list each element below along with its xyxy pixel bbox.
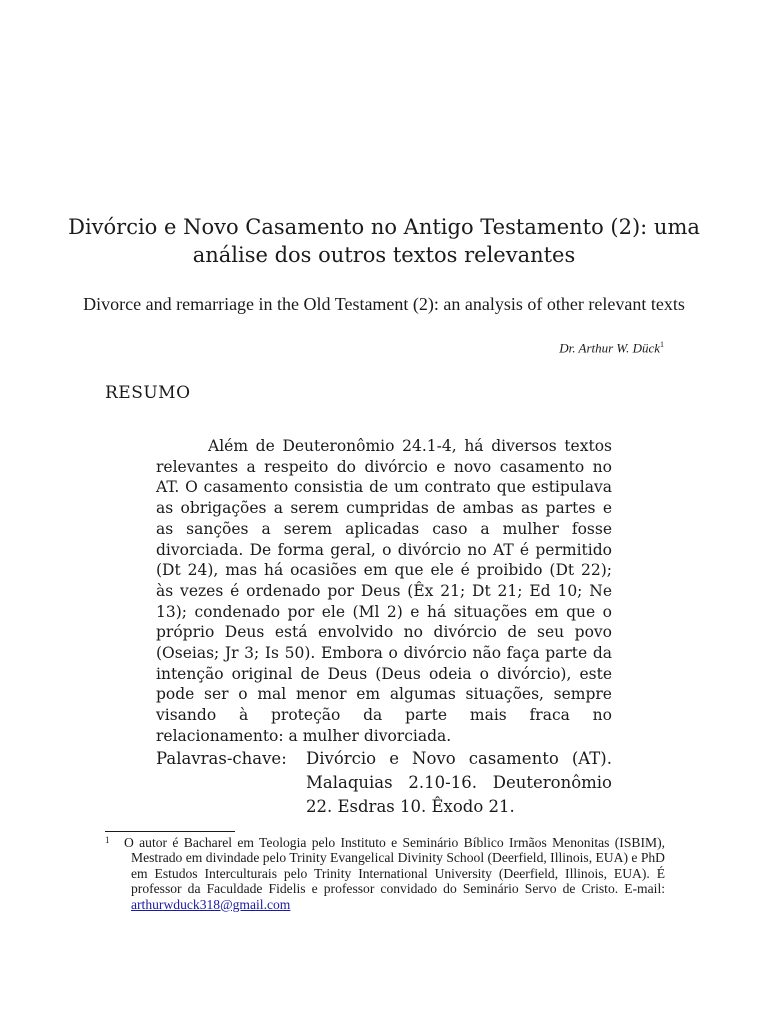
footnote-text: O autor é Bacharel em Teologia pelo Instituto e Seminário Bíblico Irmãos Menonitas (ISBIM), Mestrado em divindade pelo Trinity Evangelical Divinity School (Deerfield, Illinois, EUA) e PhD em Estudos Interculturais pelo Trinity International University (Deerfield, Illinois, EUA). É professor da Faculdade Fidelis e professor convidado do Seminário Servo de Cristo. E-mail: — [124, 835, 665, 897]
author-name: Dr. Arthur W. Dück — [559, 340, 660, 356]
article-title-english: Divorce and remarriage in the Old Testament (2): an analysis of other relevant texts — [83, 294, 685, 314]
keywords-label: Palavras-chave — [156, 749, 282, 768]
keywords-text: Divórcio e Novo casamento (AT). Malaquias 2.10-16. Deuteronômio 22. Esdras 10. Êxodo 21. — [306, 749, 612, 816]
abstract-paragraph — [156, 436, 612, 747]
footnote-divider — [105, 831, 235, 832]
footnote — [105, 835, 665, 912]
keywords-block — [156, 747, 612, 819]
keywords-label-wrap: Palavras-chave: — [156, 749, 287, 768]
footnote-body — [105, 835, 665, 912]
author-email-link[interactable]: arthurwduck318@gmail.com — [131, 896, 291, 912]
footnote-mark: 1 — [105, 835, 110, 845]
article-title: Divórcio e Novo Casamento no Antigo Testamento (2): uma análise dos outros textos relevantes — [68, 215, 700, 267]
author-line — [559, 337, 664, 356]
abstract-text: Além de Deuteronômio 24.1-4, há diversos textos relevantes a respeito do divórcio e novo casamento no AT. O casamento consistia de um contrato que estipulava as obrigações a serem cumpridas de ambas as partes e as sanções a serem aplicadas caso a mulher fosse divorciada. De forma geral, o divórcio no AT é permitido (Dt 24), mas há ocasiões em que ele é proibido (Dt 22); às vezes é ordenado por Deus (Êx 21; Dt 21; Ed 10; Ne 13); condenado por ele (Ml 2) e há situações em que o próprio Deus está envolvido no divórcio de seu povo (Oseias; Jr 3; Is 50). Embora o divórcio não faça parte da intenção original de Deus (Deus odeia o divórcio), este pode ser o mal menor em algumas situações, sempre visando à proteção da parte mais fraca no relacionamento: a mulher divorciada. — [156, 437, 612, 745]
author-footnote-mark[interactable]: 1 — [660, 340, 664, 349]
resumo-heading: RESUMO — [105, 383, 191, 403]
